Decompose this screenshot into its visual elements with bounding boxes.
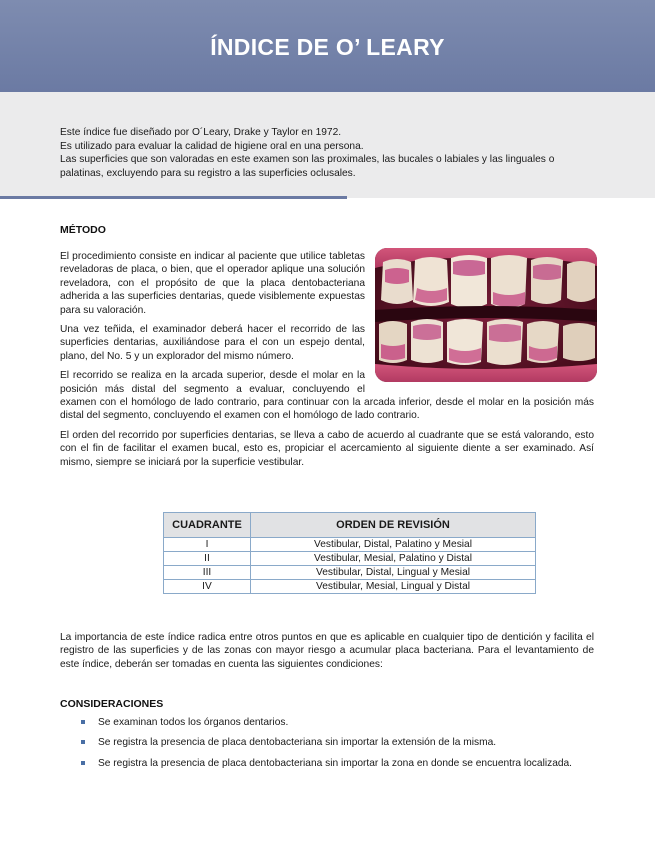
importancia-paragraph: La importancia de este índice radica entre otros puntos en que es aplicable en cualquier tipo de dentición y facilita el registro de las superficies y de las zonas con mayor riesgo a acumular placa bacteriana. Para el levantamiento de este índice, deberán ser tomadas en cuenta las siguientes condiciones: [60,632,594,670]
intro-line: Las superficies que son valoradas en este examen son las proximales, las bucales o labiales y las linguales o palatinas, excluyendo para su registro a las superficies oclusales. [60,154,555,179]
quadrant-cell: I [164,538,251,552]
bullet-icon [81,761,85,765]
quadrant-cell: II [164,552,251,566]
table-row [164,580,536,594]
list-item-text: Se examinan todos los órganos dentarios. [98,717,289,728]
intro-line: Este índice fue diseñado por O´Leary, Drake y Taylor en 1972. [60,127,342,138]
metodo-heading: MÉTODO [60,224,106,236]
consideraciones-heading: CONSIDERACIONES [60,698,164,710]
metodo-paragraph: El orden del recorrido por superficies dentarias, se lleva a cabo de acuerdo al cuadrante que se está valorando, esto con el fin de facilitar el examen bucal, esto es, propiciar el acercamiento al siguiente diente a ser examinado. Así mismo, siempre se iniciará por la superficie vestibular. [60,429,594,468]
metodo-paragraph: El procedimiento consiste en indicar al paciente que utilice tabletas reveladoras de placa, o bien, que el operador aplique una solución reveladora, con el propósito de que la placa dentobacteriana adherida a las superficies dentarias, quede visiblemente expuestas para su valoración. [60,251,365,316]
order-cell: Vestibular, Distal, Lingual y Mesial [251,566,536,580]
metodo-paragraph: El recorrido se realiza en la arcada superior, desde el molar en la posición más distal del segmento a evaluar, concluyendo el examen con el homólogo de lado contrario, para continuar con la arcada inferior, desde el molar en la posición más distal del segmento, concluyendo el examen con el homólogo de lado contrario. [60,370,594,422]
list-item-text: Se registra la presencia de placa dentobacteriana sin importar la zona en donde se encuentra localizada. [98,757,573,769]
metodo-paragraph: Una vez teñida, el examinador deberá hacer el recorrido de las superficies dentarias, auxiliándose para el con un espejo dental, plano, del No. 5 y un explorador del mismo número. [60,324,365,362]
quadrant-cell: IV [164,580,251,594]
order-cell: Vestibular, Mesial, Palatino y Distal [251,552,536,566]
list-item-text: Se registra la presencia de placa dentobacteriana sin importar la extensión de la misma. [98,737,497,749]
list-item [78,716,578,729]
importancia-text [60,631,594,677]
order-cell: Vestibular, Mesial, Lingual y Distal [251,580,536,594]
list-item [78,757,578,770]
intro-line: Es utilizado para evaluar la calidad de higiene oral en una persona. [60,140,364,152]
intro-text [60,126,600,180]
intro-box [0,92,655,198]
section-divider [0,196,347,199]
page-title: ÍNDICE DE O’ LEARY [210,33,445,60]
order-cell: Vestibular, Distal, Palatino y Mesial [251,538,536,552]
column-header: CUADRANTE [164,513,251,538]
list-item [78,736,578,749]
table-row [164,552,536,566]
metodo-body [60,250,594,475]
consideraciones-list [78,716,578,777]
bullet-icon [81,720,85,724]
teeth-photo [375,248,597,382]
table-header-row [164,513,536,538]
bullet-icon [81,740,85,744]
title-banner [0,0,655,92]
disclosed-plaque-teeth-image [375,248,597,382]
table-row [164,538,536,552]
table-row [164,566,536,580]
column-header: ORDEN DE REVISIÓN [251,513,536,538]
revision-order-table [163,512,536,594]
quadrant-cell: III [164,566,251,580]
